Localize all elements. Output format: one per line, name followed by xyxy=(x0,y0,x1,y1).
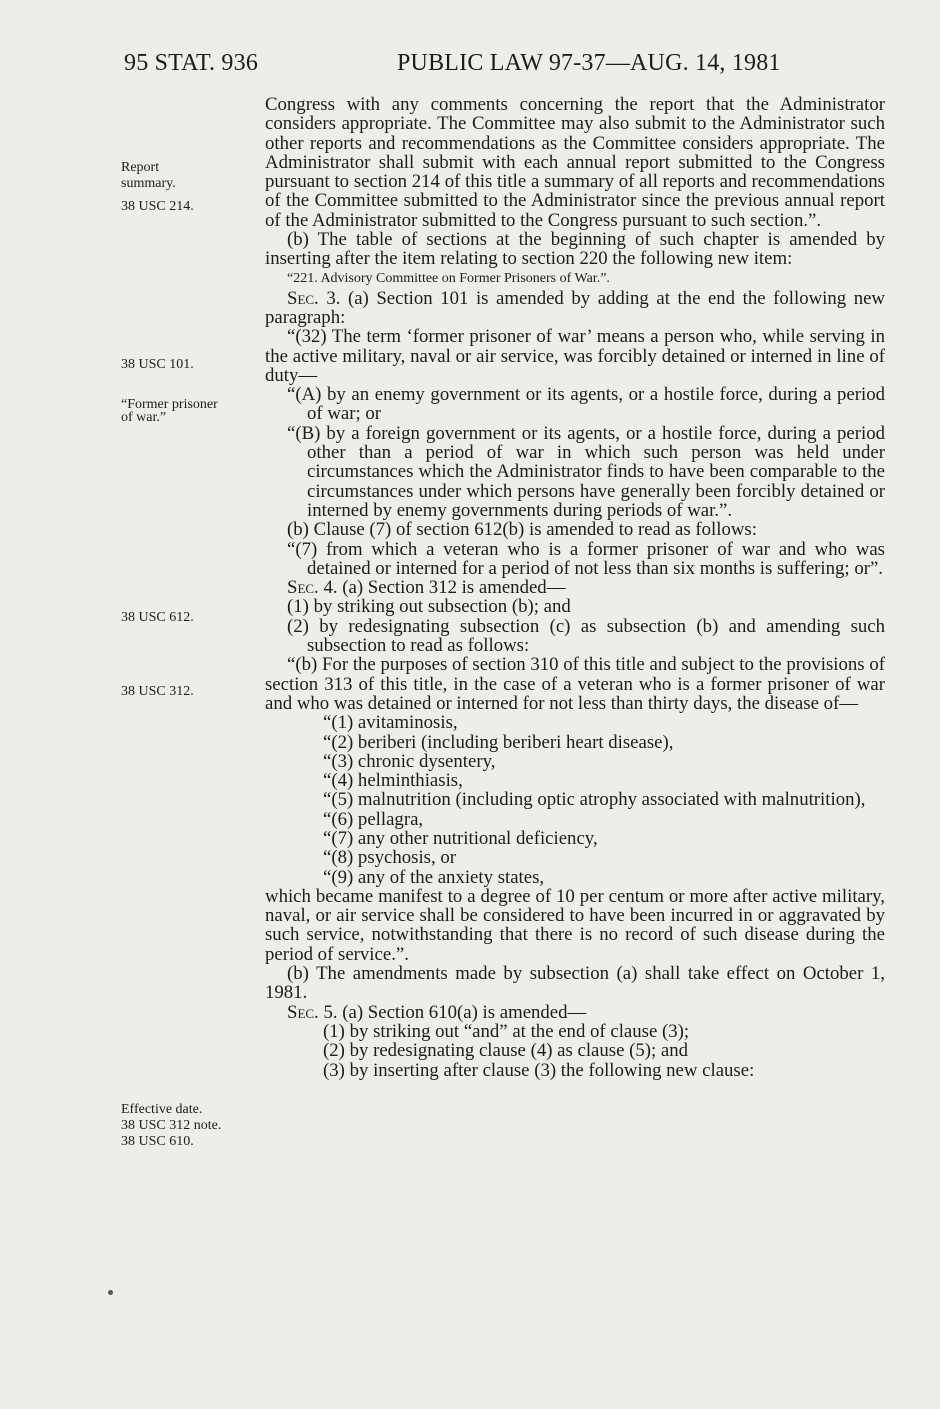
paragraph-612: (b) Clause (7) of section 612(b) is amended to read as follows: xyxy=(287,519,757,541)
disease-9: “(9) any of the anxiety states, xyxy=(323,866,545,888)
section-label: Sec. xyxy=(287,577,319,599)
section-label: Sec. xyxy=(287,287,319,309)
statute-page-number: 95 STAT. 936 xyxy=(124,50,259,76)
margin-note-usc312-note: 38 USC 312 note. xyxy=(121,1118,222,1133)
margin-note-former-prisoner: “Former prisoner xyxy=(121,397,218,412)
margin-note-effective-date: Effective date. xyxy=(121,1102,203,1117)
margin-note-report: Report xyxy=(121,160,160,175)
section-4-text: 4. (a) Section 312 is amended— xyxy=(318,577,566,599)
disease-1: “(1) avitaminosis, xyxy=(323,712,458,734)
margin-note-usc312: 38 USC 312. xyxy=(121,684,194,699)
section-label: Sec. xyxy=(287,1001,319,1023)
disease-4: “(4) helminthiasis, xyxy=(323,770,463,792)
margin-note-usc101: 38 USC 101. xyxy=(121,357,194,372)
paragraph-32: “(32) The term ‘former prisoner of war’ means a person who, while serving in the active military, naval or air service, was forcibly detained or interned in line of duty— xyxy=(265,326,885,386)
section-4-item-2: (2) by redesignating subsection (c) as subsection (b) and amending such subsection to read as follows: xyxy=(287,615,885,657)
paragraph-table-of-sections: (b) The table of sections at the beginning of such chapter is amended by inserting after the item relating to section 220 the following new item: xyxy=(265,229,885,270)
section-4-item-1: (1) by striking out subsection (b); and xyxy=(287,596,571,618)
new-item-221: “221. Advisory Committee on Former Prisoners of War.”. xyxy=(287,270,610,286)
section-5-text: 5. (a) Section 610(a) is amended— xyxy=(318,1001,587,1023)
paragraph-which: which became manifest to a degree of 10 per centum or more after active military, naval, or air service shall be considered to have been incurred in or aggravated by such service, notwithstanding that there is no record of such disease during the period of service.”. xyxy=(265,885,885,965)
margin-note-usc612: 38 USC 612. xyxy=(121,610,194,625)
disease-3: “(3) chronic dysentery, xyxy=(323,750,496,772)
disease-5: “(5) malnutrition (including optic atrophy associated with malnutrition), xyxy=(323,789,866,811)
margin-note-summary: summary. xyxy=(121,176,176,191)
running-header: PUBLIC LAW 97-37—AUG. 14, 1981 xyxy=(397,50,781,76)
body-text xyxy=(265,95,885,1080)
ink-speck xyxy=(108,1290,113,1295)
clause-7: “(7) from which a veteran who is a former prisoner of war and who was detained or interned for a period of not less than six months is suffering; or”. xyxy=(287,538,885,579)
paragraph-b: “(b) For the purposes of section 310 of this title and subject to the provisions of section 313 of this title, in the case of a veteran who is a former prisoner of war and who was detained or interned for not less than thirty days, the disease of— xyxy=(265,654,885,714)
margin-note-usc610: 38 USC 610. xyxy=(121,1134,194,1149)
section-5-item-2: (2) by redesignating clause (4) as clause (5); and xyxy=(323,1040,689,1062)
disease-6: “(6) pellagra, xyxy=(323,808,424,830)
disease-2: “(2) beriberi (including beriberi heart disease), xyxy=(323,731,674,753)
disease-7: “(7) any other nutritional deficiency, xyxy=(323,827,598,849)
paragraph-report: Congress with any comments concerning the report that the Administrator considers appropriate. The Committee may also submit to the Administrator such other reports and recommendations as the Committee considers appropriate. The Administrator shall submit with each annual report submitted to the Congress pursuant to section 214 of this title a summary of all reports and recommendations of the Committee submitted to the Administrator since the previous annual report of the Administrator submitted to the Congress pursuant to such section.”. xyxy=(265,94,885,231)
margin-note-of-war: of war.” xyxy=(121,410,167,425)
section-5-item-1: (1) by striking out “and” at the end of clause (3); xyxy=(323,1020,690,1042)
section-5 xyxy=(265,1003,885,1022)
section-3 xyxy=(265,289,885,328)
section-3-text: 3. (a) Section 101 is amended by adding at the end the following new paragraph: xyxy=(265,287,885,328)
clause-a: “(A) by an enemy government or its agents, or a hostile force, during a period of war; or xyxy=(287,384,885,425)
paragraph-effective: (b) The amendments made by subsection (a) shall take effect on October 1, 1981. xyxy=(265,963,885,1004)
margin-note-usc214: 38 USC 214. xyxy=(121,199,194,214)
disease-8: “(8) psychosis, or xyxy=(323,847,457,869)
clause-b: “(B) by a foreign government or its agents, or a hostile force, during a period other than a period of war in which such person was held under circumstances which the Administrator finds to have been comparable to the circumstances under which persons have generally been forcibly detained or interned by enemy governments during periods of war.”. xyxy=(287,422,885,521)
section-4 xyxy=(265,578,885,597)
section-5-item-3: (3) by inserting after clause (3) the following new clause: xyxy=(323,1059,755,1081)
